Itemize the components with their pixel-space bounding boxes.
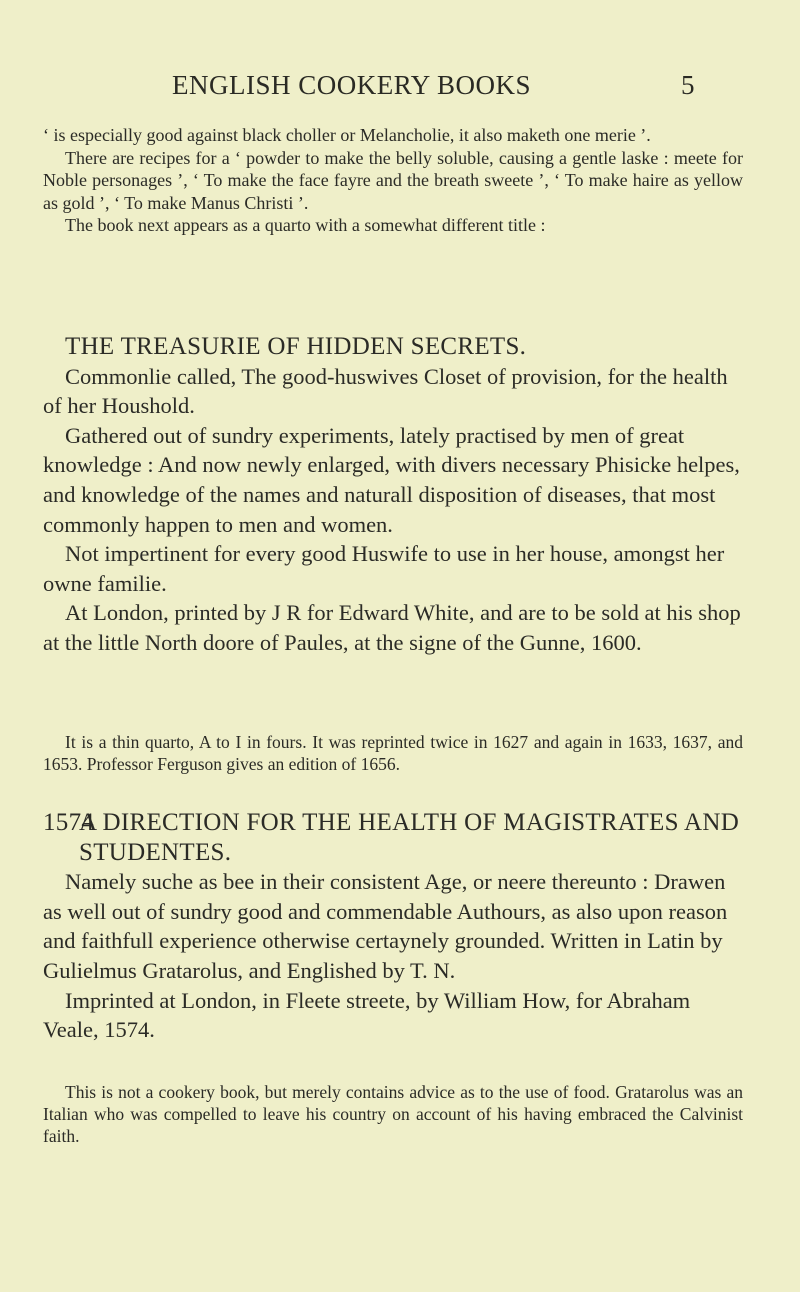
entry-title-line: Not impertinent for every good Huswife to use in her house, amongst her owne familie. — [43, 541, 725, 596]
entry-treasurie-note — [43, 731, 743, 775]
intro-paragraph-1: ‘ is especially good against black choller or Melancholie, it also maketh one merie ’. — [43, 125, 651, 145]
entry-title-line: Namely suche as bee in their consistent Age, or neere thereunto : Drawen as well out of sundry good and commendable Authours, as also upon reason and faithfull experience otherwise certaynely grounded. Written in Latin by Gulielmus Gratarolus, and Englished by T. N. — [43, 869, 728, 983]
bibliographic-note: This is not a cookery book, but merely contains advice as to the use of food. Gratarolus was an Italian who was compelled to leave his country on account of his having embraced the Calvinist faith. — [43, 1082, 743, 1146]
intro-paragraph-2: There are recipes for a ‘ powder to make the belly soluble, causing a gentle laske : meete for Noble personages ’, ‘ To make the face fayre and the breath sweete ’, ‘ To make haire as yellow as gold ’, ‘ To make Manus Christi ’. — [43, 147, 743, 213]
running-head — [0, 70, 800, 106]
entry-title — [43, 808, 743, 867]
entry-title: THE TREASURIE OF HIDDEN SECRETS. — [65, 333, 527, 360]
entry-imprint: At London, printed by J R for Edward White, and are to be sold at his shop at the little North doore of Paules, at the signe of the Gunne, 1600. — [43, 600, 741, 655]
entry-year: 1574 — [43, 809, 95, 836]
bibliographic-note: It is a thin quarto, A to I in fours. It was reprinted twice in 1627 and again in 1633, 1637, and 1653. Professor Ferguson gives an edition of 1656. — [43, 732, 743, 774]
intro-paragraph-3: The book next appears as a quarto with a somewhat different title : — [65, 215, 546, 235]
entry-treasurie — [43, 332, 743, 658]
entry-title-line: Gathered out of sundry experiments, lately practised by men of great knowledge : And now newly enlarged, with divers necessary Phisicke helpes, and knowledge of the names and naturall disposition of diseases, that most commonly happen to men and women. — [43, 422, 740, 537]
entry-imprint: Imprinted at London, in Fleete streete, by William How, for Abraham Veale, 1574. — [43, 987, 691, 1043]
intro-section — [43, 124, 743, 237]
entry-title-text: A DIRECTION FOR THE HEALTH OF MAGISTRATES AND STUDENTES. — [79, 809, 740, 866]
entry-direction-note — [43, 1081, 743, 1147]
entry-direction — [43, 808, 743, 1045]
page-number: 5 — [681, 70, 695, 100]
running-title: ENGLISH COOKERY BOOKS — [172, 70, 532, 100]
entry-title-line: Commonlie called, The good-huswives Closet of provision, for the health of her Houshold. — [43, 363, 728, 419]
